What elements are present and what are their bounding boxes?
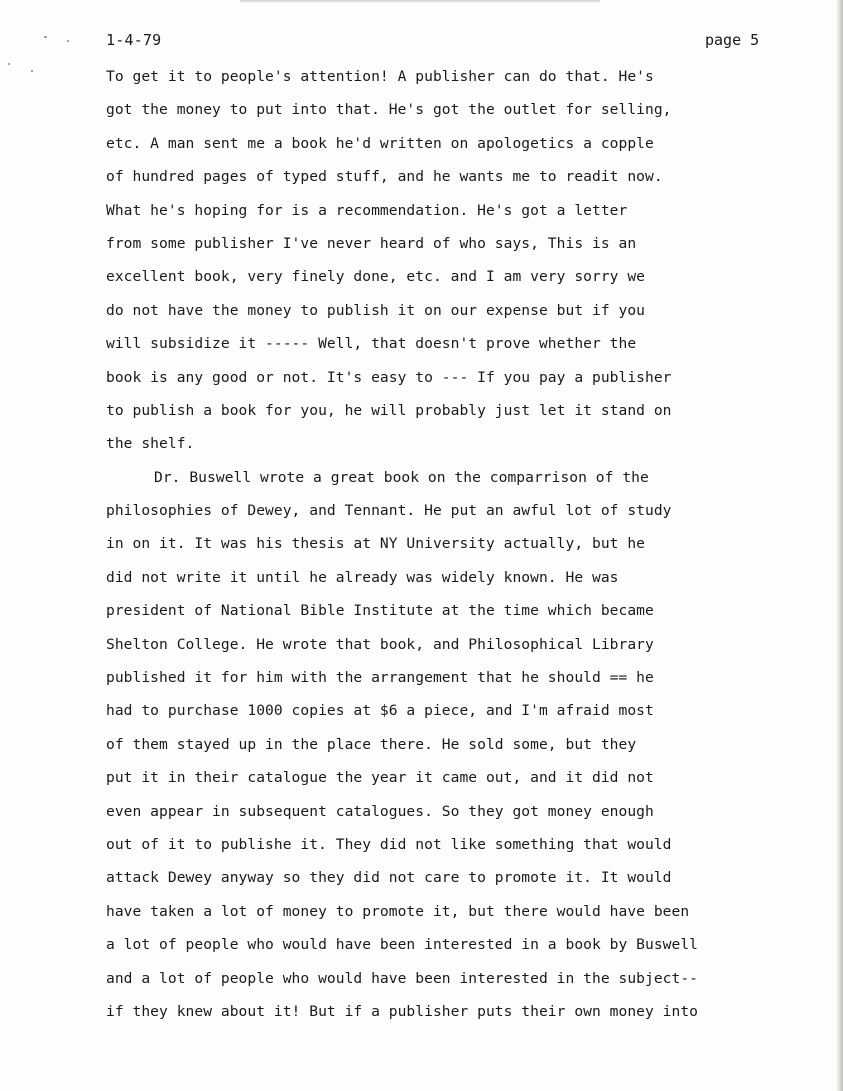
text-line: had to purchase 1000 copies at $6 a piece, and I'm afraid most [106,702,654,720]
text-line: did not write it until he already was widely known. He was [106,568,619,586]
text-line: philosophies of Dewey, and Tennant. He put an awful lot of study [106,502,672,520]
text-line: have taken a lot of money to promote it, but there would have been [106,902,690,920]
text-line: and a lot of people who would have been interested in the subject-- [106,969,699,987]
document-date: 1-4-79 [106,31,162,49]
text-line: a lot of people who would have been interested in a book by Buswell [106,936,699,954]
text-line: What he's hoping for is a recommendation. He's got a letter [106,201,628,219]
text-line: in on it. It was his thesis at NY University actually, but he [106,535,646,553]
text-line: excellent book, very finely done, etc. and I am very sorry we [106,268,646,286]
scan-top-edge [240,0,600,3]
text-line: will subsidize it ----- Well, that doesn't prove whether the [106,335,637,353]
text-line: the shelf. [106,435,195,453]
text-line: out of it to publishe it. They did not like something that would [106,835,672,853]
text-line: of them stayed up in the place there. He sold some, but they [106,735,637,753]
body-text [106,60,818,1028]
text-line: put it in their catalogue the year it came out, and it did not [106,769,654,787]
paragraph-start-line: Dr. Buswell wrote a great book on the comparrison of the [154,468,649,486]
text-line: got the money to put into that. He's got the outlet for selling, [106,101,672,119]
text-line: attack Dewey anyway so they did not care to promote it. It would [106,869,672,887]
scan-speck [44,36,47,38]
page-number: page 5 [705,31,760,49]
scan-speck [31,70,33,72]
text-line: published it for him with the arrangement that he should == he [106,669,654,687]
scan-right-edge [836,0,843,1091]
text-line: Shelton College. He wrote that book, and Philosophical Library [106,635,654,653]
text-line: of hundred pages of typed stuff, and he wants me to readit now. [106,168,663,186]
text-line: book is any good or not. It's easy to --- If you pay a publisher [106,368,672,386]
scan-speck [8,63,10,65]
text-line: to publish a book for you, he will probably just let it stand on [106,401,672,419]
text-line: even appear in subsequent catalogues. So they got money enough [106,802,654,820]
text-line: president of National Bible Institute at the time which became [106,602,654,620]
text-line: from some publisher I've never heard of who says, This is an [106,234,637,252]
text-line: do not have the money to publish it on our expense but if you [106,301,646,319]
text-line: if they knew about it! But if a publisher puts their own money into [106,1002,699,1020]
scan-speck [67,40,69,42]
text-line: etc. A man sent me a book he'd written on apologetics a copple [106,134,654,152]
text-line: To get it to people's attention! A publisher can do that. He's [106,68,654,85]
